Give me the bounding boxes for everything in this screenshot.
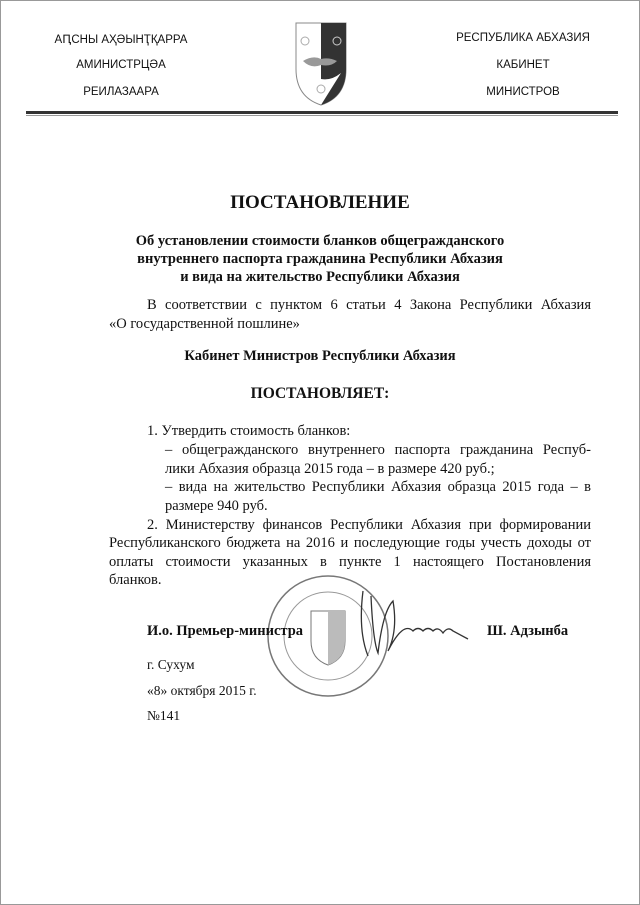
letterhead-right-2: КАБИНЕТ (496, 59, 550, 71)
item-1-line-c: – вида на жительство Республики Абхазия образца 2015 года – в (165, 479, 591, 495)
date: «8» октября 2015 г. (147, 683, 257, 698)
preamble-line-1: В соответствии с пунктом 6 статьи 4 Закона Республики Абхазия (147, 297, 591, 313)
signatory-name: Ш. Адзынба (487, 623, 569, 639)
item-2-line-d: бланков. (109, 572, 162, 588)
letterhead-left-2: АМИНИСТРЦӘА (76, 59, 166, 71)
document-title: ПОСТАНОВЛЕНИЕ (230, 192, 410, 213)
document-number: №141 (147, 708, 181, 723)
item-1-line-a: – общегражданского внутреннего паспорта гражданина Респуб- (165, 442, 591, 458)
letterhead-left-3: РЕИЛАЗААРА (83, 86, 159, 98)
subtitle-line-3: и вида на жительство Республики Абхазия (180, 269, 460, 285)
item-1-line-b: лики Абхазия образца 2015 года – в размере 420 руб.; (165, 461, 495, 477)
item-2-line-c: оплаты стоимости указанных в пункте 1 настоящего Постановления (109, 554, 591, 570)
letterhead-right-1: РЕСПУБЛИКА АБХАЗИЯ (456, 32, 590, 44)
coat-of-arms-emblem (291, 19, 351, 107)
item-1-line-d: размере 940 руб. (165, 498, 268, 514)
issuer: Кабинет Министров Республики Абхазия (184, 348, 456, 364)
letterhead-divider-thin (26, 115, 618, 116)
preamble-line-2: «О государственной пошлине» (109, 316, 300, 332)
letterhead-divider (26, 111, 618, 114)
letterhead-left-1: АԤСНЫ АҲӘЫНҬҚАРРА (54, 34, 188, 46)
letterhead-right-3: МИНИСТРОВ (486, 86, 560, 98)
subtitle-line-1: Об установлении стоимости бланков общегражданского (135, 233, 505, 249)
item-2-line-b: Республиканского бюджета на 2016 и последующие годы учесть доходы от (109, 535, 591, 551)
item-1: 1. Утвердить стоимость бланков: (147, 423, 351, 439)
city: г. Сухум (147, 657, 195, 672)
item-2-line-a: 2. Министерству финансов Республики Абхазия при формировании (147, 517, 591, 533)
subtitle-line-2: внутреннего паспорта гражданина Республики Абхазия (137, 251, 503, 267)
resolves-heading: ПОСТАНОВЛЯЕТ: (250, 385, 390, 402)
signatory-position: И.о. Премьер-министра (147, 623, 304, 639)
